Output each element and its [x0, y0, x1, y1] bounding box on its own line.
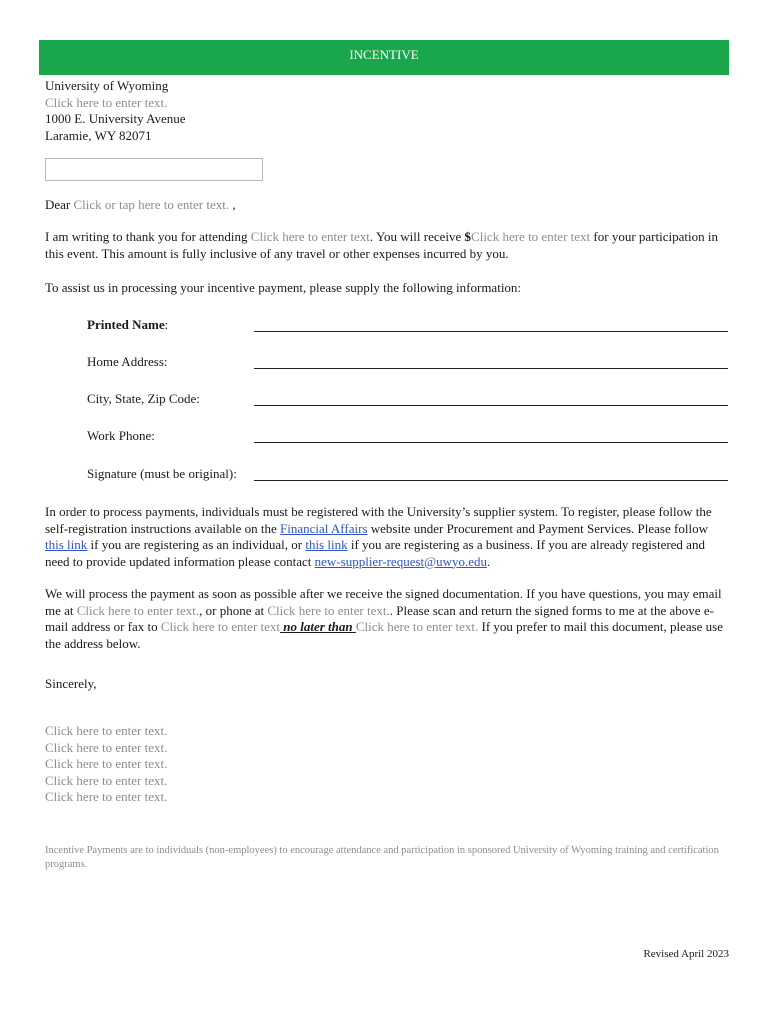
text: . Please scan and return the signed forms to me at the above e-mail address or fax to	[45, 602, 714, 634]
text: If you prefer to mail this document, please use the address below.	[45, 619, 724, 651]
city-address: Laramie, WY 82071	[45, 127, 152, 143]
financial-affairs-link[interactable]: Financial Affairs	[280, 520, 368, 536]
individual-link[interactable]: this link	[45, 537, 88, 552]
signature-placeholder-field[interactable]: Click here to enter text.	[45, 772, 168, 788]
revised-date: Revised April 2023	[643, 948, 729, 960]
text: We will process the payment as soon as possible after we receive the signed documentation. If you have questions, you may email me at	[45, 586, 722, 618]
printed-name-label	[87, 317, 168, 333]
text: I am writing to thank you for attending	[45, 229, 251, 244]
text: . You will receive	[369, 229, 465, 244]
work-phone-label: Work Phone:	[87, 428, 155, 443]
deadline-placeholder-field[interactable]: Click here to enter text.	[355, 619, 479, 634]
blank-text-box[interactable]	[45, 158, 263, 181]
incentive-banner	[39, 40, 729, 75]
supplier-email-link[interactable]: new-supplier-request@uwyo.edu	[314, 553, 488, 569]
home-address-line[interactable]	[254, 368, 728, 369]
address-block	[45, 78, 186, 144]
signature-placeholder-field[interactable]: Click here to enter text.	[45, 789, 168, 804]
closing: Sincerely,	[45, 676, 97, 691]
text: if you are registering as a business. If you are already registered and need to provide updated information please contact	[45, 537, 705, 569]
fax-placeholder-field[interactable]: Click here to enter text	[160, 619, 281, 634]
registration-paragraph	[45, 504, 725, 570]
phone-placeholder-field[interactable]: Click here to enter text.	[267, 602, 390, 618]
footnote: Incentive Payments are to individuals (non-employees) to encourage attendance and participation in sponsored University of Wyoming training and certification programs.	[45, 845, 719, 870]
printed-name-text: Printed Name	[87, 317, 165, 332]
colon: :	[164, 317, 169, 332]
text: website under Procurement and Payment Services. Please follow	[367, 520, 708, 536]
text: .	[487, 553, 491, 569]
payment-paragraph	[45, 586, 725, 652]
street-address: 1000 E. University Avenue	[45, 111, 186, 126]
signature-placeholder-field[interactable]: Click here to enter text.	[45, 756, 168, 771]
greeting-comma: ,	[232, 197, 236, 212]
home-address-label: Home Address:	[87, 354, 168, 369]
signature-label: Signature (must be original):	[87, 466, 237, 481]
org-name: University of Wyoming	[45, 78, 169, 93]
recipient-placeholder-field[interactable]: Click or tap here to enter text.	[73, 197, 230, 212]
text: if you are registering as an individual, or	[87, 537, 306, 552]
city-state-zip-line[interactable]	[254, 405, 728, 406]
signature-line[interactable]	[254, 480, 728, 481]
text: , or phone at	[199, 602, 268, 618]
text: In order to process payments, individuals must be registered with the University’s supplier system. To register, please follow the self-registration instructions available on the	[45, 504, 712, 536]
business-link[interactable]: this link	[305, 537, 348, 552]
work-phone-line[interactable]	[254, 442, 728, 443]
amount-placeholder-field[interactable]: Click here to enter text	[471, 229, 591, 244]
email-placeholder-field[interactable]: Click here to enter text.	[76, 602, 200, 618]
greeting-line	[45, 197, 725, 214]
address-placeholder-field[interactable]: Click here to enter text.	[45, 94, 168, 110]
thank-you-paragraph	[45, 229, 725, 262]
event-placeholder-field[interactable]: Click here to enter text	[250, 229, 370, 244]
signature-placeholder-field[interactable]: Click here to enter text.	[45, 723, 168, 738]
signature-placeholder-field[interactable]: Click here to enter text.	[45, 739, 168, 755]
text: for your participation in this event. This amount is fully inclusive of any travel or other expenses incurred by you.	[45, 229, 718, 261]
printed-name-line[interactable]	[254, 331, 728, 332]
dear-word: Dear	[45, 197, 71, 212]
banner-title: INCENTIVE	[349, 47, 419, 62]
no-later-than: no later than	[280, 619, 356, 634]
assist-paragraph: To assist us in processing your incentive payment, please supply the following information:	[45, 280, 522, 295]
signature-block	[45, 723, 725, 806]
city-state-zip-label: City, State, Zip Code:	[87, 391, 200, 406]
dollar-sign: $	[464, 229, 472, 244]
